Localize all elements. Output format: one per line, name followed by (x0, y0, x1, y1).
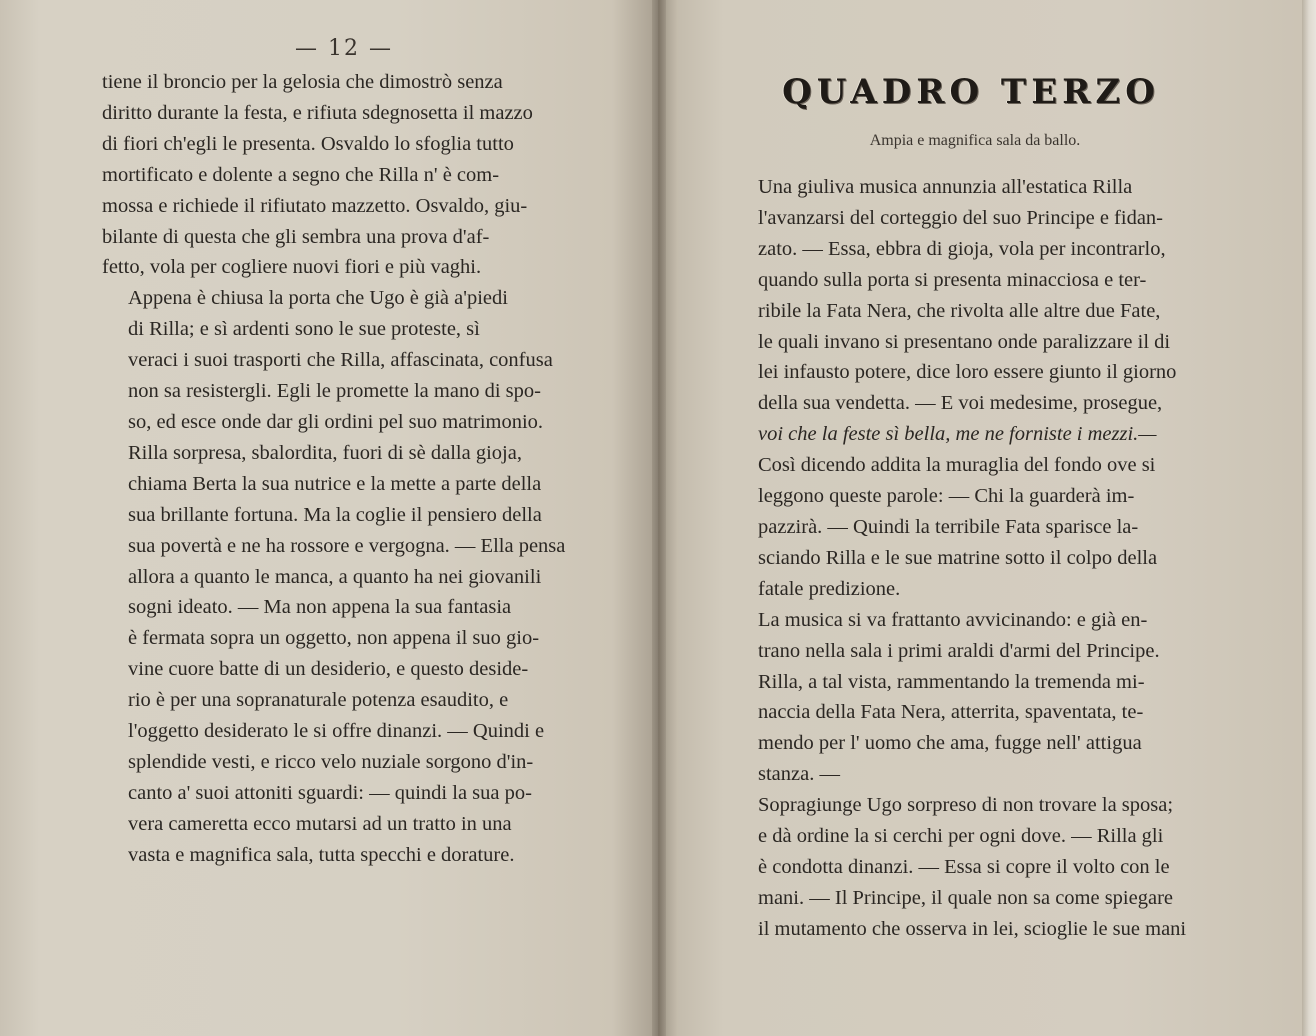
text-line: naccia della Fata Nera, atterrita, spaventata, te- (758, 701, 1144, 724)
text-line: e dà ordine la si cerchi per ogni dove. — Rilla gli (758, 825, 1164, 848)
text-line: mendo per l' uomo che ama, fugge nell' attigua (758, 732, 1142, 755)
text-line: Una giuliva musica annunzia all'estatica Rilla (758, 176, 1133, 198)
paragraph (732, 667, 1222, 791)
text-line: sua brillante fortuna. Ma la coglie il pensiero della (128, 503, 542, 526)
text-line: Rilla sorpresa, sbalordita, fuori di sè dalla gioja, (128, 441, 522, 464)
paragraph (732, 790, 1222, 945)
text-line: tiene il broncio per la gelosia che dimostrò senza (102, 71, 503, 93)
text-line: è fermata sopra un oggetto, non appena il suo gio- (128, 627, 540, 650)
text-line-italic: voi che la feste sì bella, me ne forniste i mezzi.— (758, 423, 1157, 446)
chapter-title: QUADRO TERZO (782, 72, 1160, 112)
text-line: Così dicendo addita la muraglia del fondo ove si (758, 454, 1156, 477)
text-line: pazzirà. — Quindi la terribile Fata sparisce la- (758, 515, 1139, 538)
text-line: di Rilla; e sì ardenti sono le sue proteste, sì (128, 318, 480, 341)
paragraph (102, 438, 588, 871)
text-line: quando sulla porta si presenta minacciosa e ter- (758, 268, 1147, 291)
text-line: mossa e richiede il rifiutato mazzetto. Osvaldo, giu- (102, 194, 528, 217)
page-edge (1302, 0, 1316, 1036)
text-line: trano nella sala i primi araldi d'armi del Principe. (758, 639, 1160, 662)
text-line: allora a quanto le manca, a quanto ha nei giovanili (128, 565, 542, 588)
text-line: splendide vesti, e ricco velo nuziale sorgono d'in- (128, 750, 534, 773)
text-line: mani. — Il Principe, il quale non sa come spiegare (758, 886, 1174, 909)
paragraph (102, 67, 588, 283)
text-line: Sopragiunge Ugo sorpreso di non trovare la sposa; (758, 794, 1174, 817)
left-page-body (102, 67, 588, 871)
text-line: sua povertà e ne ha rossore e vergogna. — Ella pensa (128, 534, 566, 557)
right-page-body (732, 172, 1222, 945)
text-line: l'oggetto desiderato le si offre dinanzi. — Quindi e (128, 720, 545, 743)
text-line: zato. — Essa, ebbra di gioja, vola per incontrarlo, (758, 237, 1166, 260)
text-line: della sua vendetta. — E voi medesime, prosegue, (758, 392, 1163, 415)
text-line: mortificato e dolente a segno che Rilla n' è com- (102, 163, 500, 186)
paragraph (102, 283, 588, 438)
text-line: il mutamento che osserva in lei, scioglie le sue mani (758, 917, 1187, 940)
text-line: non sa resistergli. Egli le promette la mano di spo- (128, 380, 541, 403)
scene-subtitle: Ampia e magnifica sala da ballo. (869, 132, 1081, 149)
paragraph (732, 605, 1222, 667)
text-line: è condotta dinanzi. — Essa si copre il volto con le (758, 855, 1170, 878)
text-line: fetto, vola per cogliere nuovi fiori e più vaghi. (102, 256, 482, 279)
text-line: canto a' suoi attoniti sguardi: — quindi la sua po- (128, 781, 532, 804)
text-line: le quali invano si presentano onde paralizzare il di (758, 330, 1171, 353)
text-line: rio è per una sopranaturale potenza esaudito, e (128, 689, 509, 712)
text-line: lei infausto potere, dice loro essere giunto il giorno (758, 361, 1177, 384)
text-line: Appena è chiusa la porta che Ugo è già a'piedi (128, 287, 508, 310)
text-line: vine cuore batte di un desiderio, e questo deside- (128, 658, 529, 681)
text-line: di fiori ch'egli le presenta. Osvaldo lo sfoglia tutto (102, 132, 514, 155)
text-line: La musica si va frattanto avvicinando: e già en- (758, 608, 1148, 631)
text-line: diritto durante la festa, e rifiuta sdegnosetta il mazzo (102, 101, 533, 124)
text-line: l'avanzarsi del corteggio del suo Principe e fidan- (758, 206, 1164, 229)
text-line: stanza. — (758, 763, 840, 786)
text-line: chiama Berta la sua nutrice e la mette a parte della (128, 472, 542, 495)
text-line: vera cameretta ecco mutarsi ad un tratto in una (128, 812, 512, 835)
paragraph (732, 172, 1222, 605)
text-line: sogni ideato. — Ma non appena la sua fantasia (128, 596, 512, 619)
text-line: Rilla, a tal vista, rammentando la tremenda mi- (758, 670, 1145, 693)
text-line: bilante di questa che gli sembra una prova d'af- (102, 225, 490, 248)
text-line: veraci i suoi trasporti che Rilla, affascinata, confusa (128, 349, 553, 372)
text-line: leggono queste parole: — Chi la guarderà im- (758, 485, 1135, 508)
text-line: so, ed esce onde dar gli ordini pel suo matrimonio. (128, 410, 544, 433)
text-line: ribile la Fata Nera, che rivolta alle altre due Fate, (758, 299, 1161, 322)
text-line: sciando Rilla e le sue matrine sotto il colpo della (758, 546, 1158, 569)
text-line: vasta e magnifica sala, tutta specchi e dorature. (128, 843, 515, 866)
text-line: fatale predizione. (758, 577, 901, 600)
book-gutter (652, 0, 666, 1036)
page-number: — 12 — (295, 36, 393, 61)
